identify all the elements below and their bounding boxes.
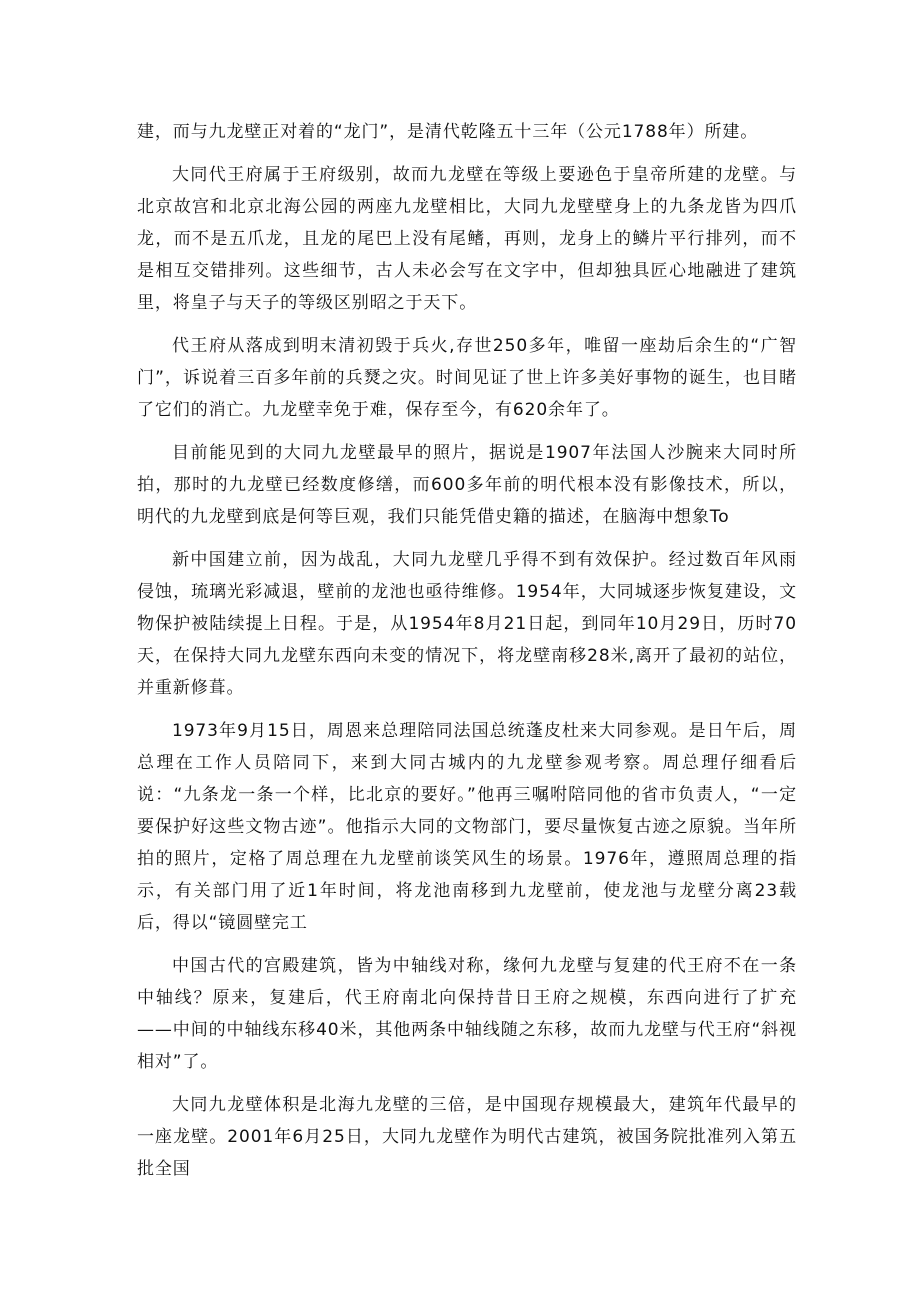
paragraph-1: 建，而与九龙壁正对着的“龙门”，是清代乾隆五十三年（公元1788年）所建。 — [137, 122, 759, 142]
paragraph-4: 目前能见到的大同九龙壁最早的照片，据说是1907年法国人沙腕来大同时所拍，那时的九龙壁已经数度修缮，而600多年前的明代根本没有影像技术，所以，明代的九龙壁到底是何等巨观，我们只能凭借史籍的描述，在脑海中想象To — [137, 443, 797, 527]
paragraph-8: 大同九龙壁体积是北海九龙壁的三倍，是中国现存规模最大，建筑年代最早的一座龙壁。2001年6月25日，大同九龙壁作为明代古建筑，被国务院批准列入第五批全国 — [137, 1095, 797, 1179]
paragraph-7: 中国古代的宫殿建筑，皆为中轴线对称，缘何九龙壁与复建的代王府不在一条中轴线？原来，复建后，代王府南北向保持昔日王府之规模，东西向进行了扩充——中间的中轴线东移40米，其他两条中轴线随之东移，故而九龙壁与代王府“斜视相对”了。 — [137, 956, 797, 1072]
paragraph-3: 代王府从落成到明末清初毁于兵火,存世250多年，唯留一座劫后余生的“广智门”，诉说着三百多年前的兵燹之灾。时间见证了世上许多美好事物的诞生，也目睹了它们的消亡。九龙壁幸免于难，保存至今，有620余年了。 — [137, 336, 797, 420]
paragraph-5: 新中国建立前，因为战乱，大同九龙壁几乎得不到有效保护。经过数百年风雨侵蚀，琉璃光彩减退，壁前的龙池也亟待维修。1954年，大同城逐步恢复建设，文物保护被陆续提上日程。于是，从1954年8月21日起，到同年10月29日，历时70天，在保持大同九龙壁东西向未变的情况下，将龙壁南移28米,离开了最初的站位，并重新修葺。 — [137, 550, 797, 698]
document-body — [137, 116, 797, 1196]
paragraph-6: 1973年9月15日，周恩来总理陪同法国总统蓬皮杜来大同参观。是日午后，周总理在工作人员陪同下，来到大同古城内的九龙壁参观考察。周总理仔细看后说：“九条龙一条一个样，比北京的要好。”他再三嘱咐陪同他的省市负责人，“一定要保护好这些文物古迹”。他指示大同的文物部门，要尽量恢复古迹之原貌。当年所拍的照片，定格了周总理在九龙壁前谈笑风生的场景。1976年，遵照周总理的指示，有关部门用了近1年时间，将龙池南移到九龙壁前，使龙池与龙壁分离23载后，得以“镜圆壁完工 — [137, 721, 797, 933]
paragraph-2: 大同代王府属于王府级别，故而九龙壁在等级上要逊色于皇帝所建的龙壁。与北京故宫和北京北海公园的两座九龙壁相比，大同九龙壁壁身上的九条龙皆为四爪龙，而不是五爪龙，且龙的尾巴上没有尾鳍，再则，龙身上的鳞片平行排列，而不是相互交错排列。这些细节，古人未必会写在文字中，但却独具匠心地融进了建筑里，将皇子与天子的等级区别昭之于天下。 — [137, 165, 797, 313]
